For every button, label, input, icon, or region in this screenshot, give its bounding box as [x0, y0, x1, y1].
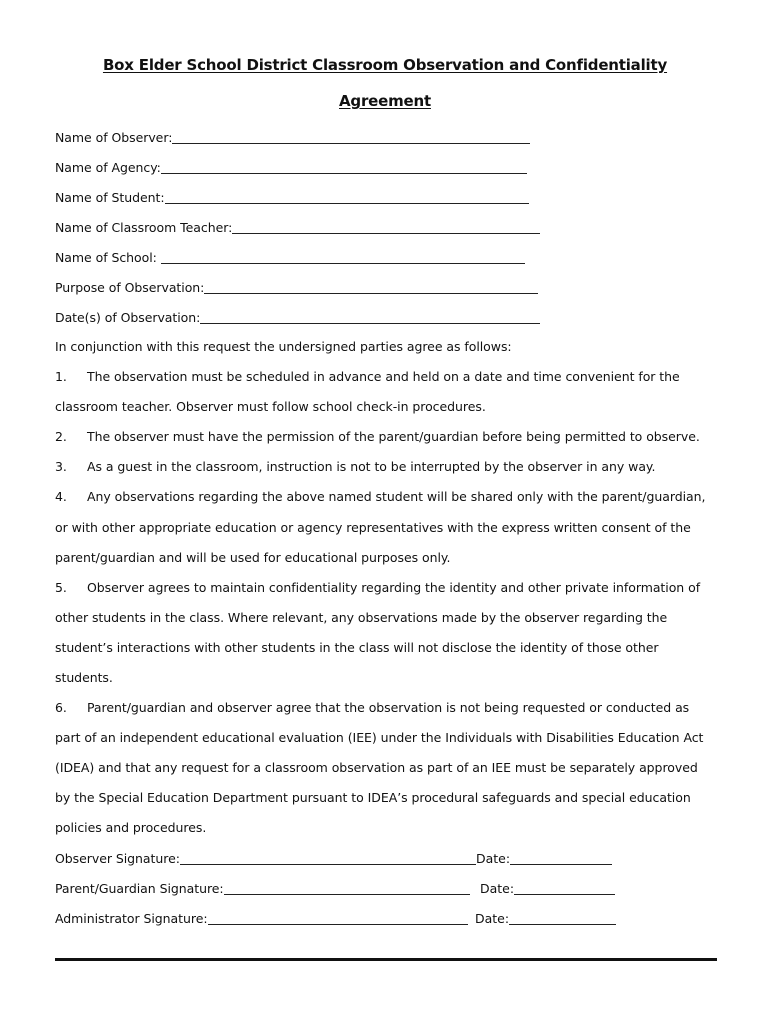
observer-signature-input[interactable] — [180, 852, 476, 865]
term-6-line-2: part of an independent educational evaluation (IEE) under the Individuals with Disabilities Education Act — [55, 730, 704, 745]
field-school-name — [55, 249, 525, 266]
signature-label: Parent/Guardian Signature: — [55, 881, 224, 896]
term-text: As a guest in the classroom, instruction is not to be interrupted by the observer in any way. — [87, 459, 656, 474]
term-1-line-1 — [55, 369, 680, 385]
field-observer-name — [55, 129, 530, 146]
observer-date-input[interactable] — [510, 852, 612, 865]
term-2-line-1 — [55, 429, 700, 445]
field-dates — [55, 309, 540, 326]
term-number: 3. — [55, 459, 67, 474]
term-5-line-4: students. — [55, 670, 113, 685]
document-title-line2: Agreement — [339, 92, 431, 110]
term-number: 4. — [55, 489, 67, 504]
field-label: Name of Agency: — [55, 160, 161, 175]
student-name-input[interactable] — [165, 191, 529, 204]
signature-label: Administrator Signature: — [55, 911, 208, 926]
term-4-line-2: or with other appropriate education or agency representatives with the express written consent of the — [55, 520, 691, 535]
administrator-date-input[interactable] — [509, 912, 616, 925]
term-number: 5. — [55, 580, 67, 595]
field-purpose — [55, 279, 538, 296]
term-number: 6. — [55, 700, 67, 715]
term-text: Any observations regarding the above named student will be shared only with the parent/guardian, — [87, 489, 706, 504]
term-number: 1. — [55, 369, 67, 384]
intro-text: In conjunction with this request the undersigned parties agree as follows: — [55, 339, 512, 354]
field-label: Name of Observer: — [55, 130, 173, 145]
field-label: Purpose of Observation: — [55, 280, 205, 295]
bottom-divider — [55, 958, 717, 961]
parent-signature-input[interactable] — [224, 882, 470, 895]
term-number: 2. — [55, 429, 67, 444]
agency-name-input[interactable] — [161, 161, 527, 174]
term-4-line-3: parent/guardian and will be used for educational purposes only. — [55, 550, 451, 565]
observer-signature-row — [55, 850, 476, 867]
term-text: Parent/guardian and observer agree that the observation is not being requested or conducted as — [87, 700, 690, 715]
signature-label: Observer Signature: — [55, 851, 180, 866]
purpose-input[interactable] — [204, 281, 538, 294]
term-6-line-5: policies and procedures. — [55, 820, 207, 835]
date-label: Date: — [480, 881, 515, 896]
parent-date-row — [480, 880, 615, 897]
term-text: The observation must be scheduled in advance and held on a date and time convenient for the — [87, 369, 680, 384]
term-text: Observer agrees to maintain confidentiality regarding the identity and other private information of — [87, 580, 701, 595]
term-4-line-1 — [55, 489, 705, 505]
field-label: Date(s) of Observation: — [55, 310, 201, 325]
term-text: The observer must have the permission of the parent/guardian before being permitted to observe. — [87, 429, 700, 444]
field-label: Name of Student: — [55, 190, 165, 205]
observer-name-input[interactable] — [172, 131, 530, 144]
field-teacher-name — [55, 219, 540, 236]
document-title-line1: Box Elder School District Classroom Observation and Confidentiality — [102, 56, 668, 74]
parent-signature-row — [55, 880, 470, 897]
administrator-signature-row — [55, 910, 468, 927]
date-label: Date: — [475, 911, 510, 926]
field-label: Name of School: — [55, 250, 161, 265]
term-6-line-1 — [55, 700, 689, 716]
term-5-line-2: other students in the class. Where relevant, any observations made by the observer regarding the — [55, 610, 668, 625]
term-6-line-3: (IDEA) and that any request for a classroom observation as part of an IEE must be separately approved — [55, 760, 698, 775]
administrator-signature-input[interactable] — [208, 912, 468, 925]
field-label: Name of Classroom Teacher: — [55, 220, 233, 235]
term-3-line-1 — [55, 459, 655, 475]
term-5-line-1 — [55, 580, 700, 596]
teacher-name-input[interactable] — [232, 221, 540, 234]
school-name-input[interactable] — [161, 251, 525, 264]
term-6-line-4: by the Special Education Department pursuant to IDEA’s procedural safeguards and special education — [55, 790, 691, 805]
term-1-line-2: classroom teacher. Observer must follow school check-in procedures. — [55, 399, 486, 414]
date-label: Date: — [476, 851, 511, 866]
term-5-line-3: student’s interactions with other students in the class will not disclose the identity of those other — [55, 640, 659, 655]
observer-date-row — [476, 850, 612, 867]
dates-input[interactable] — [200, 311, 540, 324]
field-agency-name — [55, 159, 527, 176]
field-student-name — [55, 189, 529, 206]
administrator-date-row — [475, 910, 616, 927]
parent-date-input[interactable] — [514, 882, 615, 895]
